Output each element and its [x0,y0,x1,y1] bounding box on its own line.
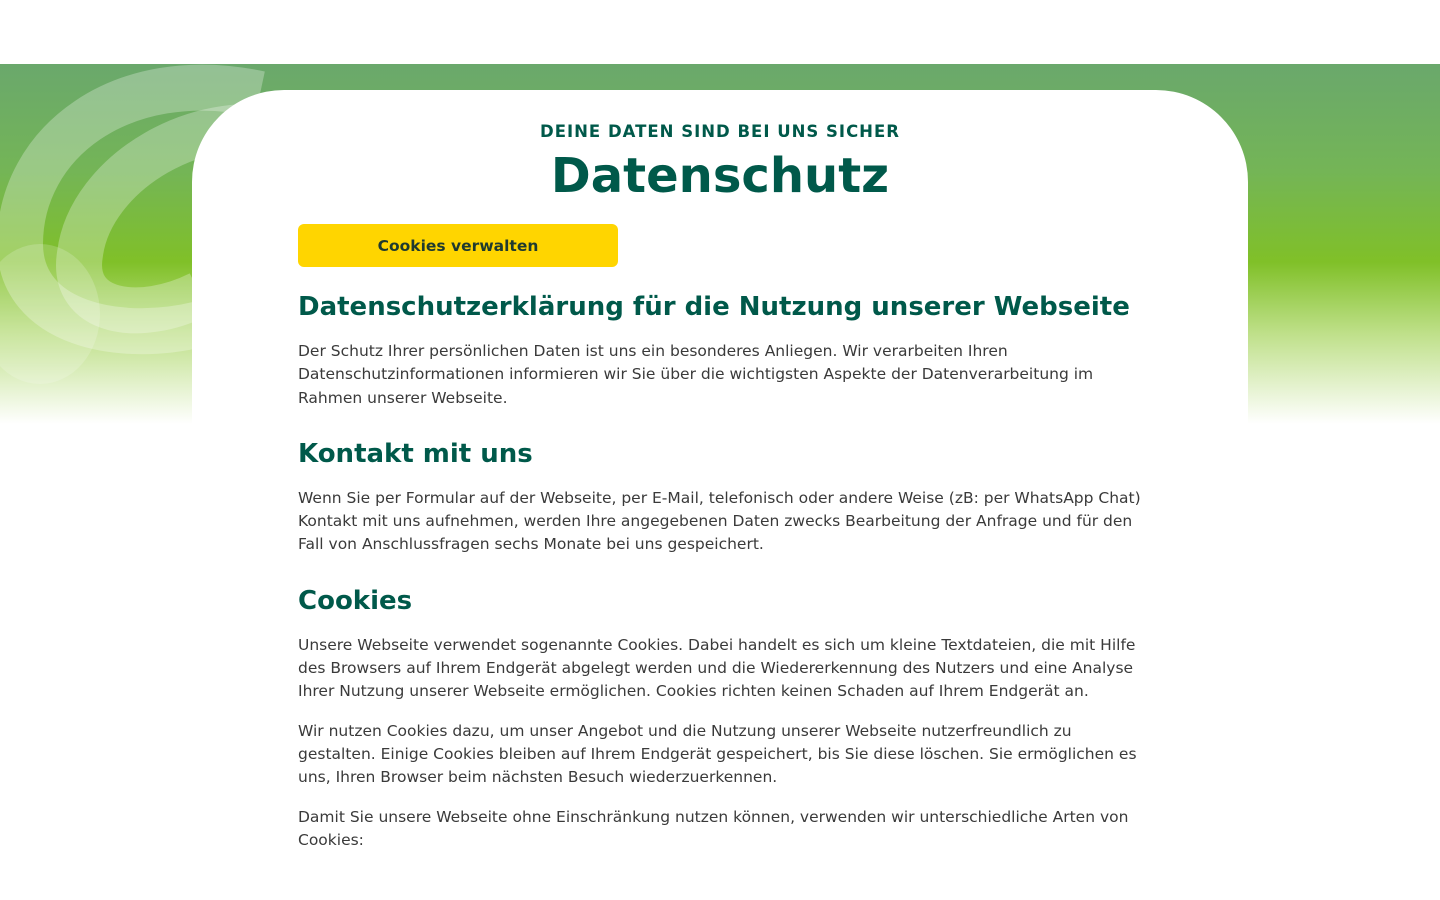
manage-cookies-button[interactable]: Cookies verwalten [298,224,618,267]
contact-paragraph: Wenn Sie per Formular auf der Webseite, per E-Mail, telefonisch oder andere Weise (zB: per WhatsApp Chat) Kontakt mit uns aufnehmen, werden Ihre angegebenen Daten zwecks Bearbeitung der Anfrage und für den Fall von Anschlussfragen sechs Monate bei uns gespeichert. [298,488,1141,554]
top-bar [0,0,1440,64]
cookies-paragraph-2: Wir nutzen Cookies dazu, um unser Angebot und die Nutzung unserer Webseite nutzerfreundlich zu gestalten. Einige Cookies bleiben auf Ihrem Endgerät gespeichert, bis Sie diese löschen. Sie ermöglichen es uns, Ihren Browser beim nächsten Besuch wiederzuerkennen. [298,721,1137,787]
cookies-paragraph-3: Damit Sie unsere Webseite ohne Einschränkung nutzen können, verwenden wir unterschiedliche Arten von Cookies: [298,807,1129,849]
cookies-paragraph-1: Unsere Webseite verwendet sogenannte Cookies. Dabei handelt es sich um kleine Textdateien, die mit Hilfe des Browsers auf Ihrem Endgerät abgelegt werden und die Wiedererkennung des Nutzers und eine Analyse Ihrer Nutzung unserer Webseite ermöglichen. Cookies richten keinen Schaden auf Ihrem Endgerät an. [298,635,1136,701]
section-heading-privacy: Datenschutzerklärung für die Nutzung unserer Webseite [298,292,1130,322]
page-kicker: DEINE DATEN SIND BEI UNS SICHER [540,122,900,141]
privacy-paragraph: Der Schutz Ihrer persönlichen Daten ist uns ein besonderes Anliegen. Wir verarbeiten Ihren Datenschutzinformationen informieren wir Sie über die wichtigsten Aspekte der Datenverarbeitung im Rahmen unserer Webseite. [298,342,1094,407]
section-heading-contact: Kontakt mit uns [298,438,533,469]
section-heading-cookies: Cookies [298,585,413,616]
main-content [298,120,1142,852]
page-title: Datenschutz [550,148,890,204]
